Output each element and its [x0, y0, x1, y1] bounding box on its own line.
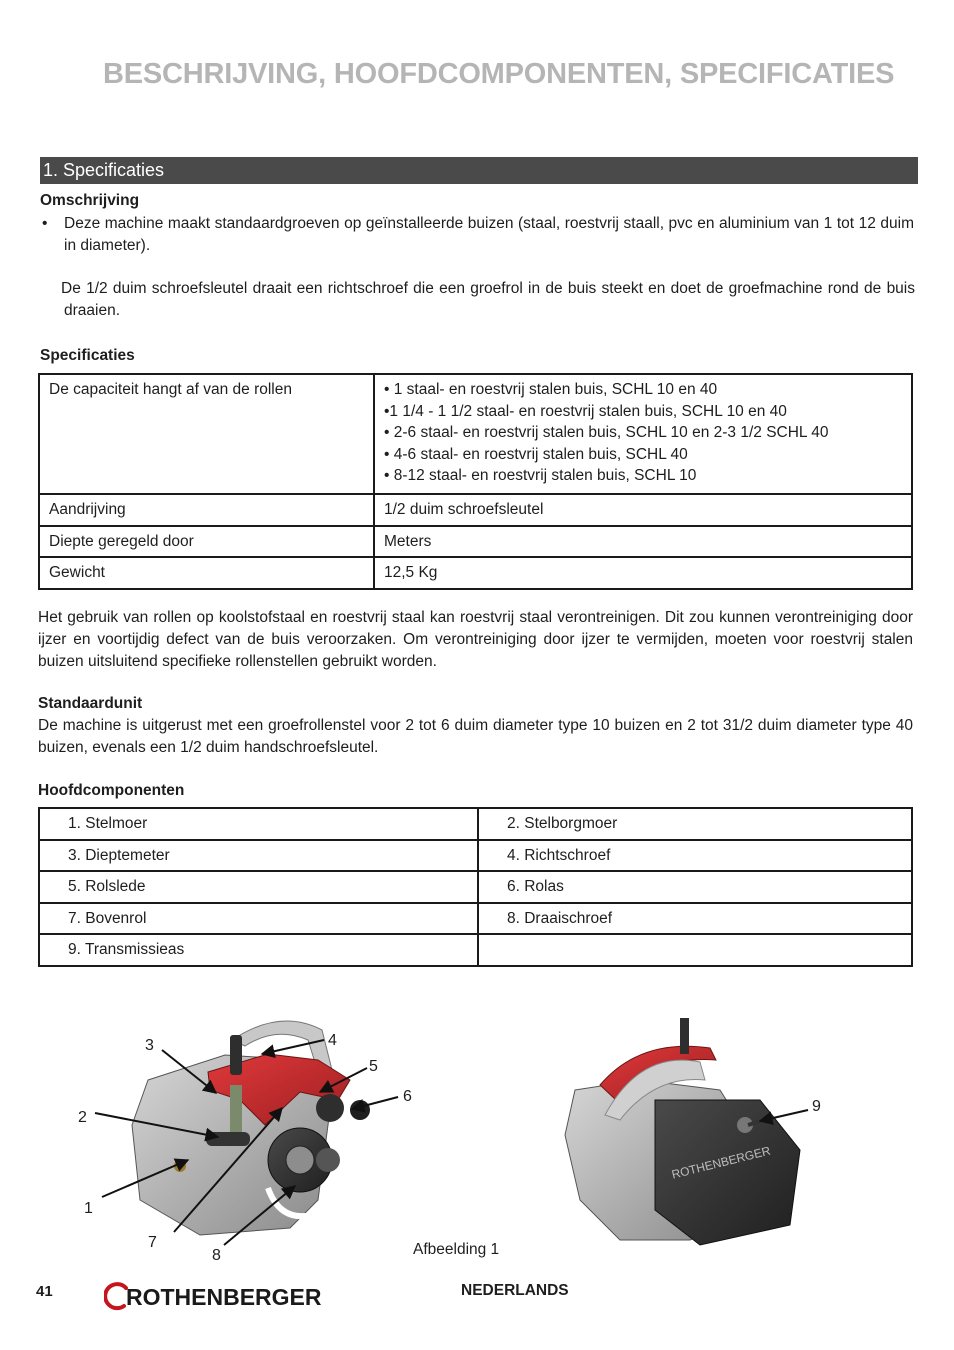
page-title: BESCHRIJVING, HOOFDCOMPONENTEN, SPECIFICATIES: [103, 58, 895, 90]
capacity-line: • 8-12 staal- en roestvrij stalen buis, SCHL 10: [384, 467, 697, 485]
spec-value: 12,5 Kg: [374, 557, 912, 589]
figure-caption: Afbeelding 1: [413, 1241, 500, 1258]
brand-logo: [104, 1279, 344, 1318]
capacity-line: • 1 staal- en roestvrij stalen buis, SCHL 10 en 40: [384, 381, 718, 398]
table-row: [39, 526, 912, 558]
capacity-line: • 2-6 staal- en roestvrij stalen buis, SCHL 10 en 2-3 1/2 SCHL 40: [384, 424, 829, 442]
component-cell: 5. Rolslede: [39, 871, 478, 903]
table-row: [39, 494, 912, 526]
table-row: [39, 840, 912, 872]
table-row: [39, 808, 912, 840]
component-cell: 2. Stelborgmoer: [478, 808, 912, 840]
omschrijving-heading: Omschrijving: [40, 192, 140, 209]
machine-brand-label: ROTHENBERGER: [670, 1143, 772, 1182]
standaardunit-text: De machine is uitgerust met een groefrollenstel voor 2 tot 6 duim diameter type 10 buizen en 2 tot 31/2 duim diameter type 40 buizen, evenals een 1/2 duim handschroefsleutel.: [38, 717, 913, 756]
footer-language: NEDERLANDS: [461, 1282, 569, 1299]
machine-rear-view: [565, 1018, 800, 1245]
logo-text: ROTHENBERGER: [126, 1284, 322, 1310]
callout-7: 7: [148, 1234, 157, 1251]
component-cell: [478, 934, 912, 966]
component-cell: 3. Dieptemeter: [39, 840, 478, 872]
section-header: 1. Specificaties: [40, 157, 918, 184]
spec-value: Meters: [374, 526, 912, 558]
component-cell: 4. Richtschroef: [478, 840, 912, 872]
spec-label: De capaciteit hangt af van de rollen: [39, 374, 374, 494]
contamination-note: Het gebruik van rollen op koolstofstaal en roestvrij staal kan roestvrij staal verontreinigen. Dit zou kunnen verontreiniging door ijzer en voortijdig defect van de buis veroorzaken. Om verontreiniging door ijzer te vermijden, moeten voor roestvrij stalen buizen uitsluitend specifieke rollenstellen gebruikt worden.: [38, 609, 913, 670]
specifications-table: [38, 373, 913, 590]
callout-8: 8: [212, 1247, 221, 1264]
omschrijving-text-2: De 1/2 duim schroefsleutel draait een richtschroef die een groefrol in de buis steekt en doet de groefmachine rond de buis draaien.: [61, 280, 915, 319]
callout-5: 5: [369, 1058, 378, 1075]
callout-3: 3: [145, 1037, 154, 1054]
callout-4: 4: [328, 1032, 337, 1049]
specificaties-heading: Specificaties: [40, 347, 135, 364]
spec-label: Aandrijving: [39, 494, 374, 526]
omschrijving-text-1: Deze machine maakt standaardgroeven op geïnstalleerde buizen (staal, roestvrij staall, pvc en aluminium van 1 tot 12 duim in diameter).: [64, 215, 914, 254]
callout-6: 6: [403, 1088, 412, 1105]
component-cell: 1. Stelmoer: [39, 808, 478, 840]
capacity-line: • 4-6 staal- en roestvrij stalen buis, SCHL 40: [384, 445, 688, 463]
table-row: [39, 903, 912, 935]
capacity-line: •1 1/4 - 1 1/2 staal- en roestvrij stalen buis, SCHL 10 en 40: [384, 402, 787, 420]
spec-value: 1/2 duim schroefsleutel: [374, 494, 912, 526]
bullet-icon: •: [42, 215, 48, 232]
callout-1: 1: [84, 1200, 93, 1217]
table-row: [39, 557, 912, 589]
spec-label: Gewicht: [39, 557, 374, 589]
component-cell: 8. Draaischroef: [478, 903, 912, 935]
component-cell: 7. Bovenrol: [39, 903, 478, 935]
callout-2: 2: [78, 1109, 87, 1126]
machine-figure: [70, 1010, 870, 1270]
rothenberger-logo-icon: [104, 1279, 344, 1313]
spec-label: Diepte geregeld door: [39, 526, 374, 558]
components-table: [38, 807, 913, 967]
callout-9: 9: [812, 1098, 821, 1115]
standaardunit-heading: Standaardunit: [38, 695, 143, 712]
spec-value: [374, 374, 912, 494]
component-cell: 9. Transmissieas: [39, 934, 478, 966]
table-row: [39, 871, 912, 903]
table-row: [39, 934, 912, 966]
component-cell: 6. Rolas: [478, 871, 912, 903]
table-row: [39, 374, 912, 494]
page-number: 41: [36, 1283, 53, 1300]
hoofdcomponenten-heading: Hoofdcomponenten: [38, 782, 185, 799]
